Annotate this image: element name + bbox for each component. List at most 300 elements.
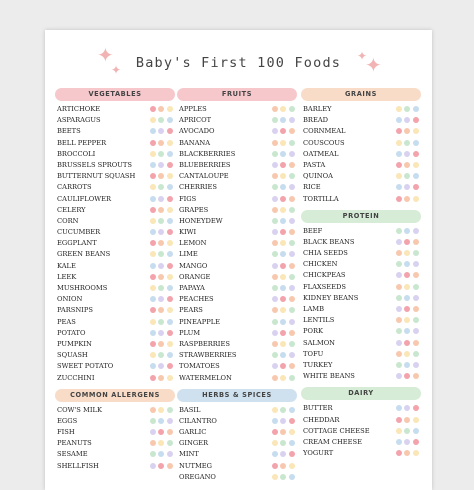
checkbox-dot[interactable] [150,173,156,179]
checkbox-dot[interactable] [158,140,164,146]
checkbox-dot[interactable] [289,218,295,224]
checkbox-dot[interactable] [280,418,286,424]
checkbox-dot[interactable] [404,417,410,423]
checkbox-dot[interactable] [150,285,156,291]
checkbox-dot[interactable] [396,173,402,179]
checkbox-dot[interactable] [272,463,278,469]
checkbox-dot[interactable] [396,162,402,168]
checkbox-dot[interactable] [167,274,173,280]
checkbox-dot[interactable] [404,239,410,245]
checkbox-dot[interactable] [158,463,164,469]
checkbox-dot[interactable] [289,128,295,134]
checkbox-dot[interactable] [280,440,286,446]
checkbox-dot[interactable] [272,251,278,257]
checkbox-dot[interactable] [150,440,156,446]
checkbox-dot[interactable] [272,307,278,313]
checkbox-dot[interactable] [150,196,156,202]
checkbox-dot[interactable] [150,151,156,157]
checkbox-dot[interactable] [167,341,173,347]
checkbox-dot[interactable] [396,239,402,245]
checkbox-dot[interactable] [280,263,286,269]
checkbox-dot[interactable] [404,261,410,267]
checkbox-dot[interactable] [404,173,410,179]
food-item-label: EGGS [57,416,78,425]
checkbox-dot[interactable] [272,140,278,146]
checkbox-dot[interactable] [150,117,156,123]
checkbox-dot[interactable] [413,106,419,112]
checkbox-dot[interactable] [396,140,402,146]
checkbox-dot[interactable] [272,429,278,435]
checkbox-dot[interactable] [272,240,278,246]
checkbox-dot[interactable] [404,317,410,323]
checkbox-dot[interactable] [272,474,278,480]
food-item [177,249,297,260]
checkbox-dot[interactable] [413,284,419,290]
checkbox-dot[interactable] [272,330,278,336]
checkbox-dot[interactable] [158,319,164,325]
checkbox-dot[interactable] [167,352,173,358]
checkbox-dot[interactable] [158,429,164,435]
checkbox-dot[interactable] [158,363,164,369]
tracking-dots [393,261,419,268]
checkbox-dot[interactable] [289,151,295,157]
checkbox-dot[interactable] [167,363,173,369]
checkbox-dot[interactable] [150,375,156,381]
checkbox-dot[interactable] [289,407,295,413]
checkbox-dot[interactable] [167,429,173,435]
food-item [301,160,421,171]
checkbox-dot[interactable] [404,450,410,456]
checkbox-dot[interactable] [289,463,295,469]
checkbox-dot[interactable] [158,352,164,358]
checkbox-dot[interactable] [280,352,286,358]
checkbox-dot[interactable] [272,363,278,369]
food-item-label: BASIL [179,405,201,414]
checkbox-dot[interactable] [150,418,156,424]
section-header: PROTEIN [301,210,421,223]
checkbox-dot[interactable] [167,162,173,168]
checkbox-dot[interactable] [280,330,286,336]
checkbox-dot[interactable] [413,117,419,123]
checkbox-dot[interactable] [413,228,419,234]
checkbox-dot[interactable] [158,330,164,336]
checkbox-dot[interactable] [158,106,164,112]
checkbox-dot[interactable] [158,207,164,213]
checkbox-dot[interactable] [396,272,402,278]
checkbox-dot[interactable] [413,317,419,323]
checkbox-dot[interactable] [272,117,278,123]
checkbox-dot[interactable] [396,106,402,112]
checkbox-dot[interactable] [413,362,419,368]
checkbox-dot[interactable] [150,407,156,413]
checkbox-dot[interactable] [158,240,164,246]
checkbox-dot[interactable] [289,184,295,190]
checkbox-dot[interactable] [280,140,286,146]
checkbox-dot[interactable] [289,285,295,291]
food-item-label: LENTILS [303,316,335,325]
checkbox-dot[interactable] [272,352,278,358]
checkbox-dot[interactable] [396,362,402,368]
tracking-dots [147,330,173,337]
checkbox-dot[interactable] [396,261,402,267]
checkbox-dot[interactable] [167,407,173,413]
checkbox-dot[interactable] [167,229,173,235]
checkbox-dot[interactable] [167,307,173,313]
checkbox-dot[interactable] [150,352,156,358]
checkbox-dot[interactable] [272,218,278,224]
checkbox-dot[interactable] [404,284,410,290]
checkbox-dot[interactable] [404,328,410,334]
checkbox-dot[interactable] [167,184,173,190]
checkbox-dot[interactable] [280,106,286,112]
checkbox-dot[interactable] [280,196,286,202]
checkbox-dot[interactable] [289,106,295,112]
checkbox-dot[interactable] [272,196,278,202]
checkbox-dot[interactable] [158,218,164,224]
checkbox-dot[interactable] [413,417,419,423]
checkbox-dot[interactable] [272,341,278,347]
checkbox-dot[interactable] [396,417,402,423]
checkbox-dot[interactable] [396,117,402,123]
checkbox-dot[interactable] [150,307,156,313]
checkbox-dot[interactable] [404,228,410,234]
checkbox-dot[interactable] [396,228,402,234]
checkbox-dot[interactable] [289,429,295,435]
tracking-dots [147,418,173,425]
checkbox-dot[interactable] [404,272,410,278]
checkbox-dot[interactable] [150,128,156,134]
checkbox-dot[interactable] [413,261,419,267]
checkbox-dot[interactable] [272,407,278,413]
food-item [177,405,297,416]
checkbox-dot[interactable] [158,229,164,235]
checkbox-dot[interactable] [280,296,286,302]
checkbox-dot[interactable] [404,340,410,346]
checkbox-dot[interactable] [280,429,286,435]
checkbox-dot[interactable] [396,450,402,456]
checkbox-dot[interactable] [158,128,164,134]
checkbox-dot[interactable] [167,251,173,257]
checkbox-dot[interactable] [150,263,156,269]
checkbox-dot[interactable] [280,285,286,291]
checkbox-dot[interactable] [289,363,295,369]
checkbox-dot[interactable] [280,184,286,190]
checkbox-dot[interactable] [167,285,173,291]
checkbox-dot[interactable] [289,341,295,347]
checkbox-dot[interactable] [272,229,278,235]
checkbox-dot[interactable] [158,162,164,168]
checkbox-dot[interactable] [413,140,419,146]
checkbox-dot[interactable] [396,151,402,157]
checkbox-dot[interactable] [167,375,173,381]
checkbox-dot[interactable] [272,207,278,213]
checkbox-dot[interactable] [158,440,164,446]
checkbox-dot[interactable] [280,407,286,413]
checkbox-dot[interactable] [289,319,295,325]
checkbox-dot[interactable] [150,330,156,336]
checkbox-dot[interactable] [158,173,164,179]
checkbox-dot[interactable] [404,151,410,157]
checkbox-dot[interactable] [272,263,278,269]
checkbox-dot[interactable] [413,428,419,434]
checkbox-dot[interactable] [272,173,278,179]
checkbox-dot[interactable] [396,317,402,323]
checkbox-dot[interactable] [272,319,278,325]
checkbox-dot[interactable] [280,151,286,157]
checkbox-dot[interactable] [158,184,164,190]
checkbox-dot[interactable] [413,128,419,134]
checkbox-dot[interactable] [167,207,173,213]
checkbox-dot[interactable] [167,296,173,302]
checkbox-dot[interactable] [167,196,173,202]
checkbox-dot[interactable] [150,251,156,257]
checkbox-dot[interactable] [167,151,173,157]
checkbox-dot[interactable] [413,439,419,445]
checkbox-dot[interactable] [404,106,410,112]
checkbox-dot[interactable] [413,306,419,312]
checkbox-dot[interactable] [167,173,173,179]
checkbox-dot[interactable] [280,451,286,457]
checkbox-dot[interactable] [404,184,410,190]
checkbox-dot[interactable] [280,162,286,168]
checkbox-dot[interactable] [272,375,278,381]
food-item-label: ARTICHOKE [57,105,101,113]
checkbox-dot[interactable] [150,140,156,146]
checkbox-dot[interactable] [150,463,156,469]
food-item-label: TOFU [303,349,324,358]
checkbox-dot[interactable] [272,418,278,424]
tracking-dots [393,196,419,203]
checkbox-dot[interactable] [150,341,156,347]
checkbox-dot[interactable] [158,451,164,457]
checkbox-dot[interactable] [167,240,173,246]
checkbox-dot[interactable] [404,405,410,411]
checkbox-dot[interactable] [289,451,295,457]
checkbox-dot[interactable] [150,363,156,369]
checkbox-dot[interactable] [280,463,286,469]
checkbox-dot[interactable] [413,450,419,456]
checkbox-dot[interactable] [150,296,156,302]
checkbox-dot[interactable] [150,429,156,435]
checkbox-dot[interactable] [413,173,419,179]
tracking-dots [269,296,295,303]
checkbox-dot[interactable] [289,173,295,179]
checkbox-dot[interactable] [404,128,410,134]
checkbox-dot[interactable] [280,173,286,179]
tracking-dots [393,317,419,324]
checkbox-dot[interactable] [158,251,164,257]
checkbox-dot[interactable] [396,306,402,312]
checkbox-dot[interactable] [289,330,295,336]
checkbox-dot[interactable] [272,296,278,302]
checkbox-dot[interactable] [158,151,164,157]
checkbox-dot[interactable] [413,328,419,334]
checkbox-dot[interactable] [289,207,295,213]
checkbox-dot[interactable] [280,307,286,313]
food-item [177,261,297,272]
checkbox-dot[interactable] [158,196,164,202]
checkbox-dot[interactable] [289,474,295,480]
checkbox-dot[interactable] [413,239,419,245]
checkbox-dot[interactable] [272,106,278,112]
checkbox-dot[interactable] [396,439,402,445]
food-item [301,226,421,237]
checkbox-dot[interactable] [280,319,286,325]
checkbox-dot[interactable] [280,229,286,235]
checkbox-dot[interactable] [272,151,278,157]
checkbox-dot[interactable] [280,128,286,134]
checkbox-dot[interactable] [289,307,295,313]
checkbox-dot[interactable] [413,151,419,157]
checkbox-dot[interactable] [158,296,164,302]
checkbox-dot[interactable] [289,162,295,168]
checkbox-dot[interactable] [404,362,410,368]
checkbox-dot[interactable] [150,218,156,224]
checkbox-dot[interactable] [280,341,286,347]
tracking-dots [393,162,419,169]
tracking-dots [147,463,173,470]
checkbox-dot[interactable] [280,274,286,280]
checkbox-dot[interactable] [413,295,419,301]
checkbox-dot[interactable] [396,340,402,346]
checkbox-dot[interactable] [413,272,419,278]
checkbox-dot[interactable] [158,418,164,424]
checkbox-dot[interactable] [404,351,410,357]
checkbox-dot[interactable] [272,162,278,168]
checkbox-dot[interactable] [167,140,173,146]
checkbox-dot[interactable] [167,117,173,123]
checkbox-dot[interactable] [167,330,173,336]
checkbox-dot[interactable] [272,128,278,134]
checkbox-dot[interactable] [289,440,295,446]
checkbox-dot[interactable] [167,218,173,224]
checkbox-dot[interactable] [158,274,164,280]
checkbox-dot[interactable] [404,250,410,256]
checkbox-dot[interactable] [396,428,402,434]
checkbox-dot[interactable] [413,405,419,411]
checkbox-dot[interactable] [150,106,156,112]
checkbox-dot[interactable] [280,375,286,381]
checkbox-dot[interactable] [150,274,156,280]
checkbox-dot[interactable] [413,162,419,168]
checkbox-dot[interactable] [167,319,173,325]
checkbox-dot[interactable] [404,306,410,312]
checkbox-dot[interactable] [396,328,402,334]
food-item [301,315,421,326]
checkbox-dot[interactable] [150,240,156,246]
checkbox-dot[interactable] [280,207,286,213]
checkbox-dot[interactable] [280,117,286,123]
checkbox-dot[interactable] [396,373,402,379]
checkbox-dot[interactable] [404,295,410,301]
checkbox-dot[interactable] [289,251,295,257]
checkbox-dot[interactable] [396,250,402,256]
checkbox-dot[interactable] [167,263,173,269]
checkbox-dot[interactable] [150,207,156,213]
checkbox-dot[interactable] [272,274,278,280]
checkbox-dot[interactable] [289,263,295,269]
checkbox-dot[interactable] [167,463,173,469]
checkbox-dot[interactable] [396,196,402,202]
checkbox-dot[interactable] [396,184,402,190]
checkbox-dot[interactable] [280,240,286,246]
checkbox-dot[interactable] [289,117,295,123]
checkbox-dot[interactable] [404,117,410,123]
checkbox-dot[interactable] [158,285,164,291]
tracking-dots [393,417,419,424]
checkbox-dot[interactable] [272,451,278,457]
checkbox-dot[interactable] [413,373,419,379]
checkbox-dot[interactable] [158,407,164,413]
checkbox-dot[interactable] [158,341,164,347]
checkbox-dot[interactable] [289,140,295,146]
checkbox-dot[interactable] [396,405,402,411]
checkbox-dot[interactable] [289,352,295,358]
checkbox-dot[interactable] [150,162,156,168]
checkbox-dot[interactable] [150,184,156,190]
checkbox-dot[interactable] [150,451,156,457]
checkbox-dot[interactable] [289,229,295,235]
checkbox-dot[interactable] [158,307,164,313]
checkbox-dot[interactable] [167,106,173,112]
checkbox-dot[interactable] [158,375,164,381]
checkbox-dot[interactable] [404,162,410,168]
checkbox-dot[interactable] [289,418,295,424]
checkbox-dot[interactable] [280,218,286,224]
checkbox-dot[interactable] [396,351,402,357]
food-item-label: FLAXSEEDS [303,282,346,291]
checkbox-dot[interactable] [404,196,410,202]
checkbox-dot[interactable] [413,250,419,256]
checkbox-dot[interactable] [167,128,173,134]
checkbox-dot[interactable] [280,474,286,480]
checkbox-dot[interactable] [404,373,410,379]
checkbox-dot[interactable] [150,319,156,325]
checkbox-dot[interactable] [289,196,295,202]
checkbox-dot[interactable] [150,229,156,235]
checkbox-dot[interactable] [396,295,402,301]
checkbox-dot[interactable] [413,196,419,202]
checkbox-dot[interactable] [158,263,164,269]
checkbox-dot[interactable] [167,440,173,446]
checkbox-dot[interactable] [404,439,410,445]
checkbox-dot[interactable] [289,240,295,246]
checkbox-dot[interactable] [272,440,278,446]
checkbox-dot[interactable] [396,128,402,134]
food-item [55,194,175,205]
checkbox-dot[interactable] [167,418,173,424]
checkbox-dot[interactable] [404,428,410,434]
checkbox-dot[interactable] [404,140,410,146]
checkbox-dot[interactable] [289,375,295,381]
checkbox-dot[interactable] [272,285,278,291]
checkbox-dot[interactable] [158,117,164,123]
checkbox-dot[interactable] [289,274,295,280]
checkbox-dot[interactable] [289,296,295,302]
checkbox-dot[interactable] [396,284,402,290]
food-item [177,272,297,283]
checkbox-dot[interactable] [280,251,286,257]
checkbox-dot[interactable] [413,340,419,346]
checkbox-dot[interactable] [280,363,286,369]
tracking-dots [269,429,295,436]
food-item-label: SQUASH [57,351,88,360]
food-item [177,160,297,171]
checkbox-dot[interactable] [413,351,419,357]
checkbox-dot[interactable] [167,451,173,457]
checkbox-dot[interactable] [272,184,278,190]
checkbox-dot[interactable] [413,184,419,190]
